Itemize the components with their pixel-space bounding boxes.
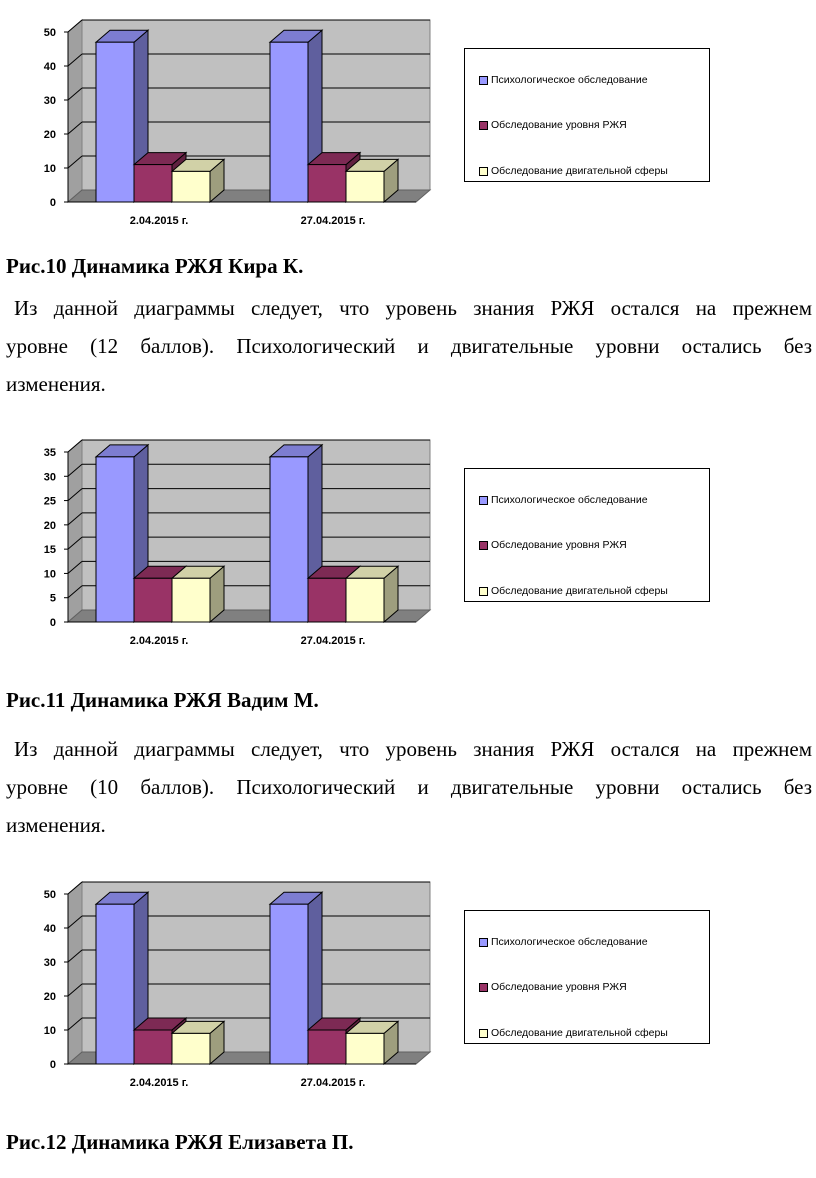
y-tick-label: 30: [43, 95, 56, 107]
legend-swatch-rzhya: [479, 983, 488, 992]
bar-front: [96, 42, 134, 202]
legend-label: Обследование двигательной сферы: [491, 165, 668, 177]
paragraph-line: Из данной диаграммы следует, что уровень знания РЖЯ остался на прежнем: [14, 296, 812, 320]
figure-caption: Рис.10 Динамика РЖЯ Кира К.: [6, 254, 304, 278]
legend-swatch-motor: [479, 167, 488, 176]
y-tick-label: 50: [43, 27, 56, 39]
bar-front: [308, 578, 346, 622]
bar: [172, 566, 224, 622]
y-tick-label: 20: [43, 519, 56, 532]
chart-block-3: [0, 862, 816, 1102]
bar-front: [134, 1030, 172, 1064]
legend-item-motor: [479, 585, 668, 597]
bar-front: [308, 1030, 346, 1064]
legend-swatch-psych: [479, 496, 488, 505]
y-tick-label: 40: [43, 923, 56, 935]
y-tick-label: 10: [43, 1025, 56, 1037]
bar-front: [270, 457, 308, 622]
bar-front: [308, 165, 346, 202]
y-tick-label: 40: [43, 61, 56, 73]
y-tick-label: 25: [43, 495, 56, 508]
bar-front: [172, 1033, 210, 1064]
legend-item-rzhya: [479, 119, 627, 131]
bar-front: [270, 42, 308, 202]
y-tick-label: 0: [49, 617, 56, 629]
y-tick-label: 10: [43, 163, 56, 175]
paragraph-line: изменения.: [6, 813, 106, 837]
figure-paragraph: [6, 289, 812, 403]
legend-item-rzhya: [479, 981, 627, 993]
legend-label: Обследование уровня РЖЯ: [491, 119, 627, 131]
legend-2: [464, 468, 710, 602]
legend-item-psych: [479, 494, 648, 506]
y-tick-label: 20: [43, 991, 56, 1003]
y-tick-label: 15: [43, 544, 56, 557]
bar: [172, 159, 224, 202]
x-tick-label: 2.04.2015 г.: [129, 215, 189, 227]
bar-front: [134, 165, 172, 202]
legend-swatch-psych: [479, 938, 488, 947]
legend-item-motor: [479, 1027, 668, 1039]
bar: [346, 159, 398, 202]
legend-3: [464, 910, 710, 1044]
bar-front: [172, 578, 210, 622]
bar: [346, 566, 398, 622]
y-tick-label: 20: [43, 129, 56, 141]
legend-label: Психологическое обследование: [491, 74, 648, 86]
figure-caption: Рис.12 Динамика РЖЯ Елизавета П.: [6, 1130, 354, 1154]
bar: [346, 1021, 398, 1064]
y-tick-label: 0: [49, 1059, 56, 1071]
paragraph-line: уровне (10 баллов). Психологический и двигательные уровни остались без: [6, 775, 812, 799]
bar-front: [270, 904, 308, 1064]
y-tick-label: 30: [43, 957, 56, 969]
legend-swatch-motor: [479, 1029, 488, 1038]
x-tick-label: 27.04.2015 г.: [300, 215, 366, 227]
legend-item-psych: [479, 936, 648, 948]
y-tick-label: 10: [43, 568, 56, 581]
legend-item-motor: [479, 165, 668, 177]
paragraph-line: Из данной диаграммы следует, что уровень знания РЖЯ остался на прежнем: [14, 737, 812, 761]
legend-label: Обследование двигательной сферы: [491, 585, 668, 597]
x-tick-label: 27.04.2015 г.: [300, 635, 366, 647]
bar-front: [172, 171, 210, 202]
chart-block-1: [0, 0, 816, 240]
legend-1: [464, 48, 710, 182]
y-tick-label: 50: [43, 889, 56, 901]
x-tick-label: 2.04.2015 г.: [129, 1077, 189, 1089]
legend-swatch-rzhya: [479, 541, 488, 550]
x-tick-label: 2.04.2015 г.: [129, 635, 189, 647]
bar-front: [96, 457, 134, 622]
bar-front: [346, 171, 384, 202]
x-tick-label: 27.04.2015 г.: [300, 1077, 366, 1089]
paragraph-line: уровне (12 баллов). Психологический и двигательные уровни остались без: [6, 334, 812, 358]
bar: [172, 1021, 224, 1064]
bar-front: [96, 904, 134, 1064]
y-tick-label: 35: [43, 447, 56, 459]
legend-label: Обследование уровня РЖЯ: [491, 981, 627, 993]
plot-side-wall: [68, 20, 82, 202]
legend-label: Психологическое обследование: [491, 936, 648, 948]
legend-item-psych: [479, 74, 648, 86]
bar-front: [134, 578, 172, 622]
plot-side-wall: [68, 882, 82, 1064]
legend-item-rzhya: [479, 539, 627, 551]
legend-swatch-rzhya: [479, 121, 488, 130]
figure-paragraph: [6, 730, 812, 844]
legend-swatch-motor: [479, 587, 488, 596]
chart-block-2: [0, 420, 816, 660]
legend-label: Обследование двигательной сферы: [491, 1027, 668, 1039]
paragraph-line: изменения.: [6, 372, 106, 396]
legend-label: Обследование уровня РЖЯ: [491, 539, 627, 551]
bar-front: [346, 578, 384, 622]
y-tick-label: 30: [43, 471, 56, 484]
legend-label: Психологическое обследование: [491, 494, 648, 506]
y-tick-label: 5: [49, 592, 56, 605]
figure-caption: Рис.11 Динамика РЖЯ Вадим М.: [6, 688, 319, 712]
y-tick-label: 0: [49, 197, 56, 209]
bar-front: [346, 1033, 384, 1064]
legend-swatch-psych: [479, 76, 488, 85]
plot-side-wall: [68, 440, 82, 622]
